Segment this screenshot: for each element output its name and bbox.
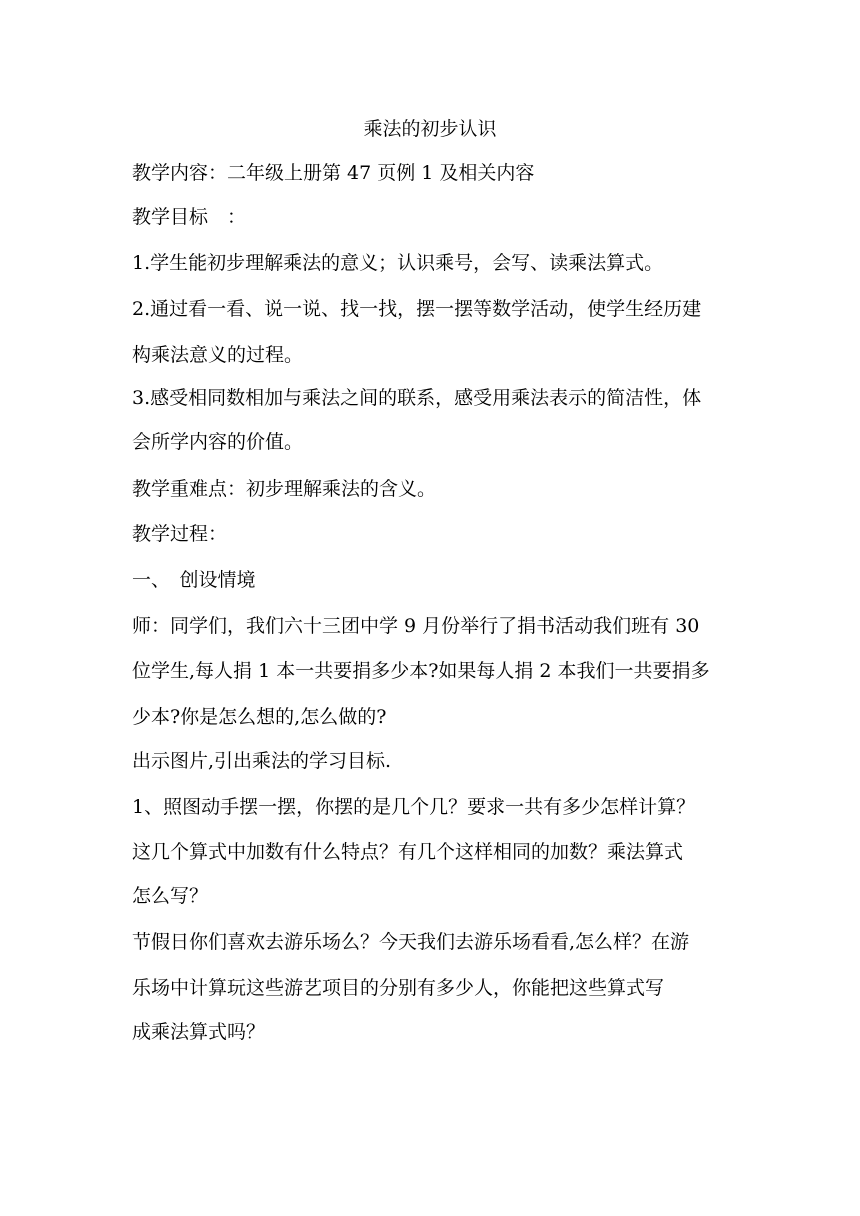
activity-1-line-1: 1、照图动手摆一摆，你摆的是几个几？要求一共有多少怎样计算？	[132, 796, 696, 818]
teaching-process-heading: 教学过程：	[132, 523, 228, 545]
teacher-paragraph-line-3: 少本?你是怎么想的,怎么做的?	[132, 706, 387, 728]
playground-line-3: 成乘法算式吗？	[132, 1021, 266, 1043]
goal-2-line-1: 2.通过看一看、说一说、找一找，摆一摆等数学活动，使学生经历建	[132, 298, 702, 320]
document-title: 乘法的初步认识	[363, 118, 497, 140]
teaching-content-line: 教学内容：二年级上册第 47 页例 1 及相关内容	[132, 162, 535, 184]
key-difficulty-line: 教学重难点：初步理解乘法的含义。	[132, 478, 437, 500]
show-picture-line: 出示图片,引出乘法的学习目标.	[132, 750, 392, 772]
goal-3-line-1: 3.感受相同数相加与乘法之间的联系，感受用乘法表示的简洁性，体	[132, 387, 702, 409]
teacher-paragraph-line-2: 位学生,每人捐 1 本一共要捐多少本?如果每人捐 2 本我们一共要捐多	[132, 660, 710, 682]
teaching-goals-heading: 教学目标 ：	[132, 206, 247, 228]
goal-3-line-2: 会所学内容的价值。	[132, 431, 304, 453]
activity-1-line-3: 怎么写？	[132, 885, 209, 907]
goal-1-line: 1.学生能初步理解乘法的意义；认识乘号，会写、读乘法算式。	[132, 252, 664, 274]
activity-1-line-2: 这几个算式中加数有什么特点？有几个这样相同的加数？乘法算式	[132, 841, 684, 863]
playground-line-2: 乐场中计算玩这些游艺项目的分别有多少人，你能把这些算式写	[132, 977, 665, 999]
teacher-paragraph-line-1: 师：同学们，我们六十三团中学 9 月份举行了捐书活动我们班有 30	[132, 615, 700, 637]
section-1-heading: 一、 创设情境	[132, 569, 256, 591]
playground-line-1: 节假日你们喜欢去游乐场么？今天我们去游乐场看看,怎么样？在游	[132, 931, 690, 953]
goal-2-line-2: 构乘法意义的过程。	[132, 344, 304, 366]
